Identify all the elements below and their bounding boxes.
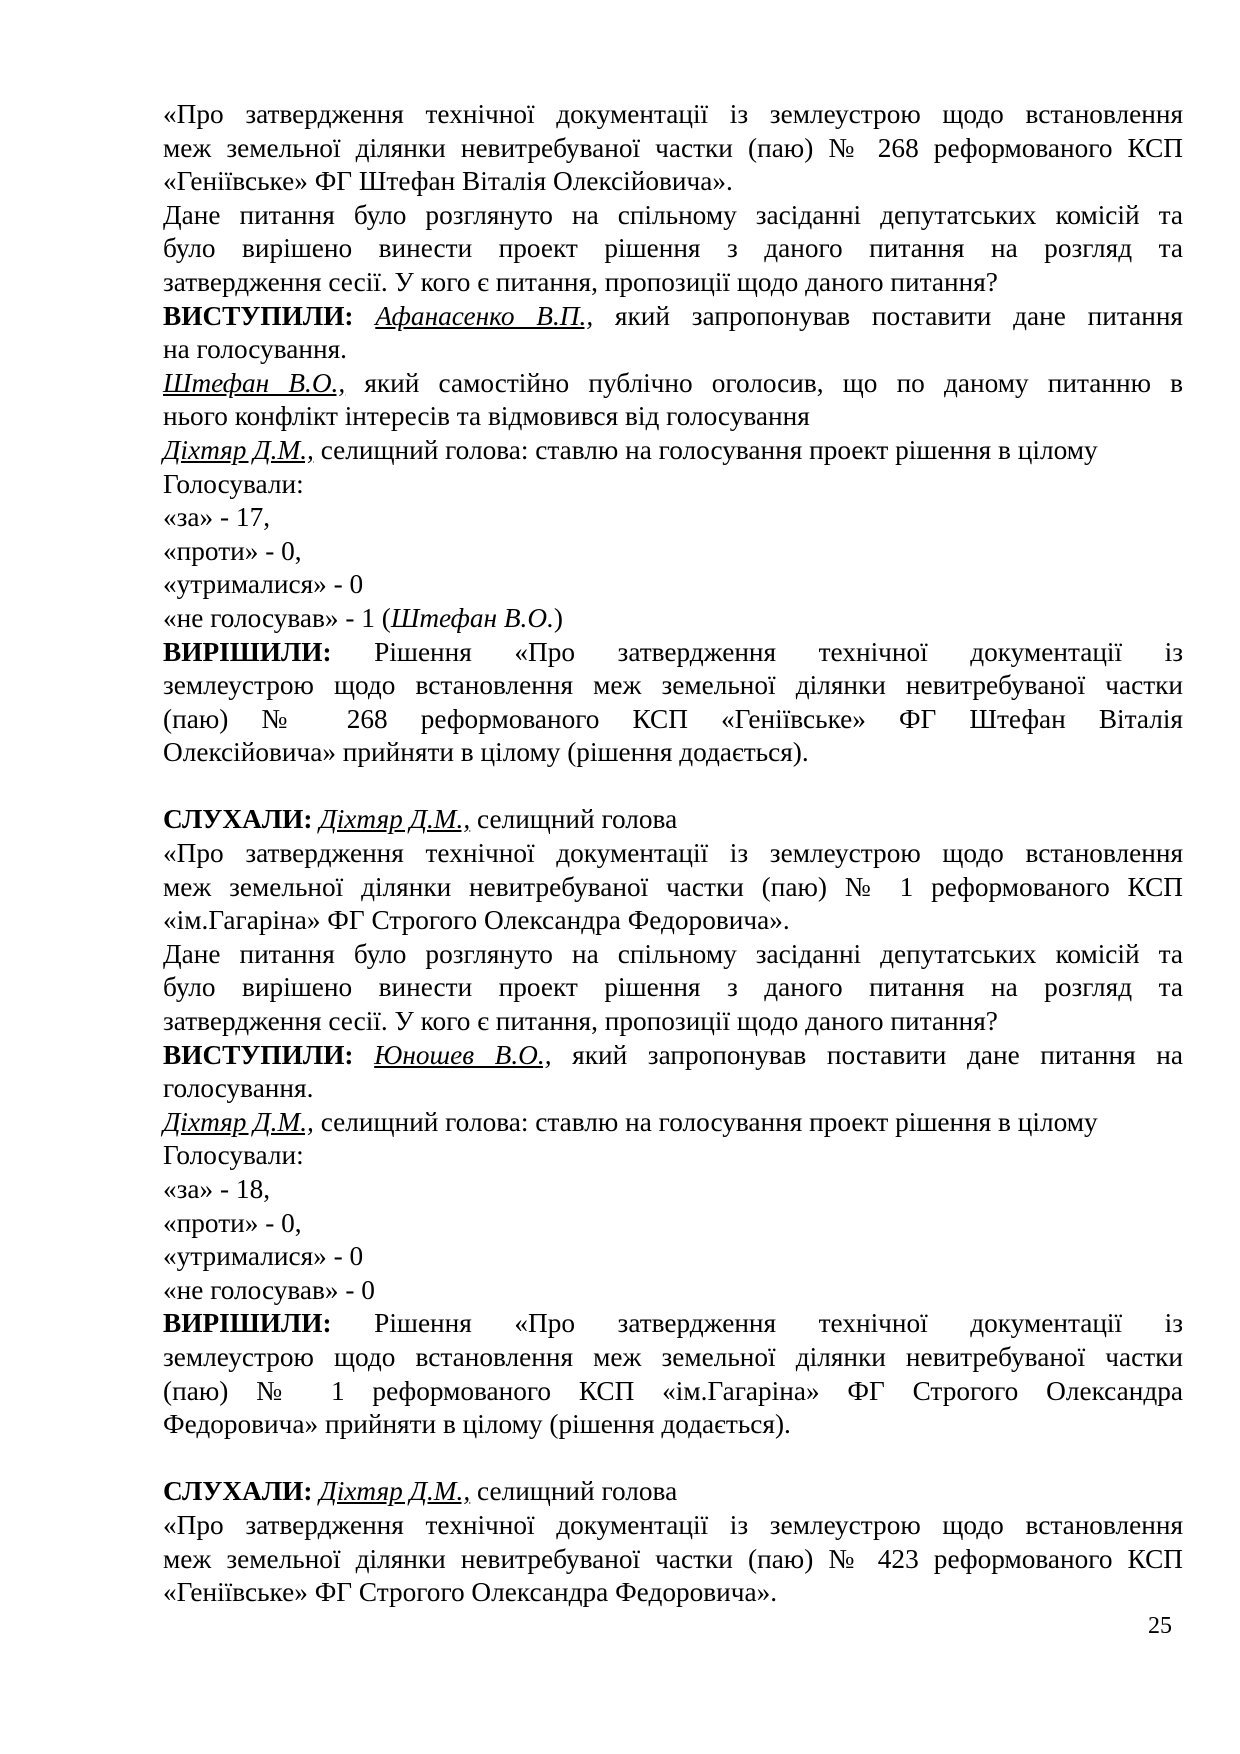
text-line: «Про затвердження технічної документації із землеустрою щодо встановлення: [163, 99, 1183, 129]
text-line: на голосування.: [163, 334, 347, 365]
decision-label: ВИРІШИЛИ:: [163, 1308, 332, 1339]
speakers-label: ВИСТУПИЛИ:: [163, 1039, 354, 1070]
text-line: голосування.: [163, 1073, 314, 1104]
speaker-line: [163, 367, 1183, 401]
decision-line: [163, 636, 1183, 670]
speakers-label: ВИСТУПИЛИ:: [163, 300, 354, 331]
vote-against: «проти» - 0,: [163, 535, 302, 566]
speaker-role: селищний голова: [477, 1476, 678, 1507]
text-line: було вирішено винести проект рішення з даного питання на розгляд та: [163, 233, 1183, 264]
speakers-line: [163, 300, 1183, 334]
decision-line: [163, 1307, 1183, 1341]
text-line: затвердження сесії. У кого є питання, пропозиції щодо даного питання?: [163, 1006, 998, 1037]
spacer: [163, 770, 1183, 804]
text-line: Олексійовича» прийняти в цілому (рішення додається).: [163, 737, 809, 768]
speaker-line: [163, 1106, 1183, 1140]
text-line: «ім.Гагаріна» ФГ Строгого Олександра Федоровича».: [163, 905, 790, 936]
heard-line: [163, 803, 1183, 837]
speaker-text: який запропонував поставити дане питання: [614, 300, 1183, 331]
speaker-role: селищний голова: [477, 804, 678, 835]
section-2: [163, 803, 1183, 1441]
heard-label: СЛУХАЛИ:: [163, 804, 313, 835]
vote-abstain: «утрималися» - 0: [163, 1241, 364, 1272]
votes-title: Голосували:: [163, 468, 304, 499]
vote-not-voted-name: Штефан В.О.: [390, 602, 554, 633]
text-line: було вирішено винести проект рішення з даного питання на розгляд та: [163, 972, 1183, 1003]
spacer: [163, 1442, 1183, 1476]
speakers-line: [163, 1039, 1183, 1073]
text-line: Дане питання було розглянуто на спільному засіданні депутатських комісій та: [163, 938, 1183, 969]
text-line: «Геніївське» ФГ Строгого Олександра Федоровича».: [163, 1577, 778, 1608]
section-3: [163, 1475, 1183, 1609]
decision-text: Рішення «Про затвердження технічної документації із: [374, 636, 1184, 667]
speaker-name: Діхтяр Д.М.,: [163, 434, 314, 465]
decision-label: ВИРІШИЛИ:: [163, 636, 332, 667]
text-line: Дане питання було розглянуто на спільному засіданні депутатських комісій та: [163, 199, 1183, 230]
speaker-name: Штефан В.О.,: [163, 367, 346, 398]
vote-not-voted: «не голосував» - 0: [163, 1274, 375, 1305]
decision-text: Рішення «Про затвердження технічної документації із: [374, 1308, 1184, 1339]
text-line: землеустрою щодо встановлення меж земельної ділянки невитребуваної частки: [163, 1341, 1183, 1372]
text-line: «Про затвердження технічної документації із землеустрою щодо встановлення: [163, 1509, 1183, 1540]
speaker-name: Діхтяр Д.М.,: [319, 804, 471, 835]
text-line: «Про затвердження технічної документації із землеустрою щодо встановлення: [163, 838, 1183, 869]
text-line: Федоровича» прийняти в цілому (рішення додається).: [163, 1409, 791, 1440]
vote-for: «за» - 17,: [163, 502, 271, 533]
vote-not-voted: [163, 602, 1183, 636]
text-line: меж земельної ділянки невитребуваної частки (паю) № 423 реформованого КСП: [163, 1543, 1183, 1574]
speaker-text: який запропонував поставити дане питання на: [572, 1039, 1183, 1070]
speaker-name: Афанасенко В.П.,: [375, 300, 594, 331]
speaker-name: Діхтяр Д.М.,: [319, 1476, 471, 1507]
vote-abstain: «утрималися» - 0: [163, 569, 364, 600]
vote-against: «проти» - 0,: [163, 1207, 302, 1238]
text-line: «Геніївське» ФГ Штефан Віталія Олексійовича».: [163, 166, 733, 197]
page-number: 25: [1148, 1613, 1172, 1639]
section-1: [163, 98, 1183, 770]
text-line: меж земельної ділянки невитребуваної частки (паю) № 268 реформованого КСП: [163, 132, 1183, 163]
speaker-text: селищний голова: ставлю на голосування проект рішення в цілому: [320, 434, 1098, 465]
speaker-line: [163, 434, 1183, 468]
document-page: [163, 98, 1183, 1610]
text-line: меж земельної ділянки невитребуваної частки (паю) № 1 реформованого КСП: [163, 871, 1183, 902]
speaker-text: який самостійно публічно оголосив, що по даному питанню в: [364, 367, 1184, 398]
text-line: (паю) № 268 реформованого КСП «Геніївське» ФГ Штефан Віталія: [163, 703, 1183, 734]
text-line: нього конфлікт інтересів та відмовився від голосування: [163, 401, 810, 432]
vote-not-voted-prefix: «не голосував» - 1 (: [163, 602, 391, 633]
heard-line: [163, 1475, 1183, 1509]
text-line: (паю) № 1 реформованого КСП «ім.Гагаріна» ФГ Строгого Олександра: [163, 1375, 1183, 1406]
votes-title: Голосували:: [163, 1140, 304, 1171]
heard-label: СЛУХАЛИ:: [163, 1476, 313, 1507]
vote-for: «за» - 18,: [163, 1174, 271, 1204]
speaker-name: Діхтяр Д.М.,: [163, 1106, 314, 1137]
vote-not-voted-suffix: ): [553, 602, 563, 633]
text-line: затвердження сесії. У кого є питання, пропозиції щодо даного питання?: [163, 266, 998, 297]
text-line: землеустрою щодо встановлення меж земельної ділянки невитребуваної частки: [163, 670, 1183, 701]
speaker-text: селищний голова: ставлю на голосування проект рішення в цілому: [320, 1106, 1098, 1137]
speaker-name: Юношев В.О.,: [374, 1039, 552, 1070]
